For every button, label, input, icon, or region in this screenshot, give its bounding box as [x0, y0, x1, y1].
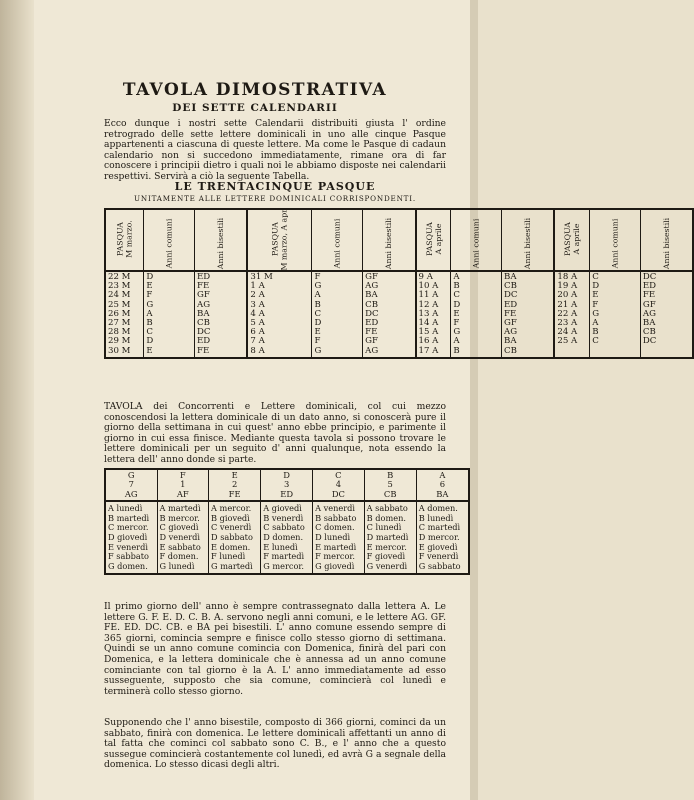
table-cell: DC ED FE GF AG BA CB DC [642, 272, 657, 347]
easter-table [104, 208, 694, 359]
table-cell: A venerdì B sabbato C domen. D lunedì E martedì F mercor. G giovedì [313, 501, 365, 574]
table-cell: D E F G A B C D E [144, 271, 195, 358]
page-subtitle: DEI SETTE CALENDARII [172, 102, 338, 114]
easter-table-body-row [105, 271, 693, 358]
header-cell [451, 209, 502, 271]
header-label: Anni comuni [164, 218, 174, 268]
table-cell: A B C D E F G A B [451, 271, 502, 358]
header-label: Anni comuni [610, 218, 620, 268]
header-label: PASQUA A aprile [424, 222, 443, 256]
concurrents-table [104, 468, 470, 575]
table-cell: 18 A 19 A 20 A 21 A 22 A 23 A 24 A 25 A [554, 271, 589, 358]
header-label: Anni bisestili [384, 217, 394, 269]
header-cell: E 2 FE [209, 469, 261, 501]
header-label: Anni comuni [471, 218, 481, 268]
page-title: TAVOLA DIMOSTRATIVA [122, 80, 388, 100]
page-gutter [0, 0, 34, 800]
header-label: PASQUA M marzo, A apr. [270, 207, 289, 271]
table-cell: A domen. B lunedì C martedì D mercor. E giovedì F venerdì G sabbato [418, 503, 461, 571]
header-cell [640, 209, 693, 271]
header-cell [312, 209, 363, 271]
easter-table-header-row [105, 209, 693, 271]
header-cell [105, 209, 144, 271]
header-label: Anni bisestili [523, 217, 533, 269]
table-cell: A lunedì B martedì C mercor. D giovedì E venerdì F sabbato G domen. [105, 501, 157, 574]
header-cell [144, 209, 195, 271]
header-cell: A 6 BA [416, 469, 469, 501]
header-cell: D 3 ED [261, 469, 313, 501]
header-label: Anni comuni [332, 218, 342, 268]
table1-subheading: UNITAMENTE ALLE LETTERE DOMINICALI CORRISPONDENTI. [134, 194, 416, 203]
header-label: Anni bisestili [216, 217, 226, 269]
table1-heading: LE TRENTACINQUE PASQUE [174, 180, 376, 193]
header-cell [247, 209, 312, 271]
header-label: Anni bisestili [662, 217, 672, 269]
header-label: PASQUA A aprile [563, 222, 582, 256]
header-cell: B 5 CB [364, 469, 416, 501]
table-cell: A mercor. B giovedì C venerdì D sabbato E domen. F lunedì G martedì [209, 501, 261, 574]
header-cell: G 7 AG [105, 469, 157, 501]
table-cell: 9 A 10 A 11 A 12 A 13 A 14 A 15 A 16 A 17 A [416, 271, 451, 358]
header-cell [363, 209, 416, 271]
table-cell: BA CB DC ED FE GF AG BA CB [502, 271, 555, 358]
header-cell: F 1 AF [157, 469, 209, 501]
header-label: PASQUA M marzo. [115, 220, 134, 258]
intro-paragraph: Ecco dunque i nostri sette Calendarii distribuiti giusta l' ordine retrogrado delle sette lettere dominicali in uno alle cinque Pasque appartenenti a ciascuna di queste lettere. Ma come le Pasque di cadaun calendario non si succedono immediatamente, rimane ora di far conoscere i principii dietro i quali noi le abbiamo disposte nei calendarii respettivi. Servirà a ciò la seguente Tabella. [104, 118, 446, 182]
header-cell [590, 209, 641, 271]
header-cell [416, 209, 451, 271]
table-cell: 31 M 1 A 2 A 3 A 4 A 5 A 6 A 7 A 8 A [247, 271, 312, 358]
header-cell [195, 209, 248, 271]
table-cell: A giovedì B venerdì C sabbato D domen. E lunedì F martedì G mercor. [261, 501, 313, 574]
header-cell: C 4 DC [313, 469, 365, 501]
table-cell: 22 M 23 M 24 M 25 M 26 M 27 M 28 M 29 M 30 M [105, 271, 144, 358]
page-edge [470, 0, 478, 800]
concurrents-header-row [105, 469, 469, 501]
header-cell [502, 209, 555, 271]
table-cell: C D E F G A B C [590, 271, 641, 358]
header-cell [554, 209, 589, 271]
table-cell: GF AG BA CB DC ED FE GF AG [363, 271, 416, 358]
concurrents-body-row [105, 501, 469, 574]
concurrents-paragraph: TAVOLA dei Concorrenti e Lettere dominicali, col cui mezzo conoscendosi la lettera dominicale di un dato anno, si conoscerà pure il giorno della settimana in cui quest' anno ebbe principio, e parimente il giorno in cui essa finisce. Mediante questa tavola si possono trovare le lettere dominicali per un seguito d' anni qualunque, nota essendo la lettera dell' anno donde si parte. [104, 401, 446, 465]
table-cell: ED FE GF AG BA CB DC ED FE [195, 271, 248, 358]
table-cell: F G A B C D E F G [312, 271, 363, 358]
table-cell: A martedì B mercor. C giovedì D venerdì E sabbato F domen. G lunedì [157, 501, 209, 574]
table-cell: A sabbato B domen. C lunedì D martedì E mercor. F giovedì G venerdì [364, 501, 416, 574]
explanation-paragraph: Il primo giorno dell' anno è sempre contrassegnato dalla lettera A. Le lettere G. F. E. D. C. B. A. servono negli anni comuni, e le lettere AG. GF. FE. ED. DC. CB. e BA pei bisestili. L' anno comune essendo sempre di 365 giorni, comincia sempre e finisce collo stesso giorno di settimana. Quindi se un anno comune comincia con Domenica, finirà del pari con Domenica, e la lettera dominicale che è annessa ad un anno comune cominciante con tal giorno è la A. L' anno immediatamente ad esso susseguente, supposto che sia comune, comincierà col lunedì e terminerà collo stesso giorno. [104, 601, 446, 697]
leap-year-paragraph: Supponendo che l' anno bisestile, composto di 366 giorni, cominci da un sabbato, finirà con domenica. Le lettere dominicali affettanti un anno di tal fatta che cominci col sabbato sono C. B., e l' anno che a questo susseguе comincierà costantemente col lunedì, ed avrà G a segnale della domenica. Lo stesso dicasi degli altri. [104, 717, 446, 771]
